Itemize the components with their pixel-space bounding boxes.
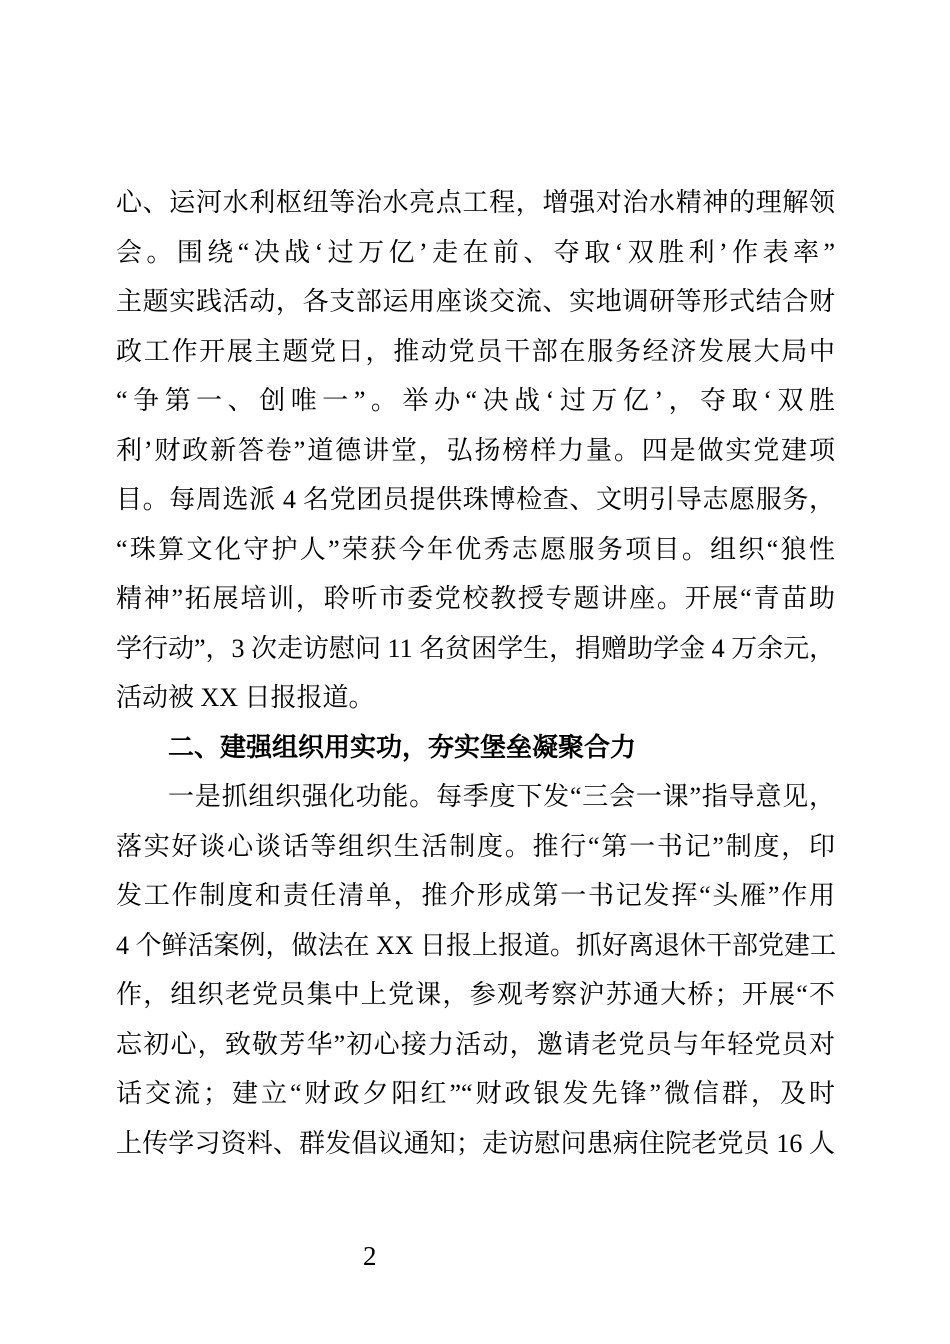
page-number: 2 <box>363 1241 377 1271</box>
text-line: 会。围绕“决战‘过万亿’走在前、夺取‘双胜利’作表率” <box>116 237 835 267</box>
text-line: 一是抓组织强化功能。每季度下发“三会一课”指导意见， <box>168 782 835 811</box>
text-line: 主题实践活动，各支部运用座谈交流、实地调研等形式结合财 <box>116 287 835 316</box>
text-line: 上传学习资料、群发倡议通知；走访慰问患病住院老党员 16 人 <box>116 1128 835 1158</box>
text-line: 活动被 XX 日报报道。 <box>116 683 375 712</box>
text-line: 4 个鲜活案例，做法在 XX 日报上报道。抓好离退休干部党建工 <box>116 930 837 960</box>
section-heading: 二、建强组织用实功，夯实堡垒凝聚合力 <box>168 732 637 762</box>
text-line: “争第一、创唯一”。举办“决战‘过万亿’，夺取‘双胜 <box>116 386 835 415</box>
text-line: 心、运河水利枢纽等治水亮点工程，增强对治水精神的理解领 <box>116 188 835 217</box>
text-line: 作，组织老党员集中上党课，参观考察沪苏通大桥；开展“不 <box>116 980 835 1009</box>
text-line: “珠算文化守护人”荣获今年优秀志愿服务项目。组织“狼性 <box>116 534 835 564</box>
text-line: 目。每周选派 4 名党团员提供珠博检查、文明引导志愿服务， <box>116 485 835 514</box>
text-line: 政工作开展主题党日，推动党员干部在服务经济发展大局中 <box>116 336 835 366</box>
text-line: 忘初心，致敬芳华”初心接力活动，邀请老党员与年轻党员对 <box>116 1029 835 1059</box>
text-line: 发工作制度和责任清单，推介形成第一书记发挥“头雁”作用 <box>116 881 835 910</box>
document-body <box>116 178 835 1168</box>
text-line: 落实好谈心谈话等组织生活制度。推行“第一书记”制度，印 <box>116 831 835 861</box>
text-line: 精神”拓展培训，聆听市委党校教授专题讲座。开展“青苗助 <box>116 584 835 613</box>
text-line: 学行动”，3 次走访慰问 11 名贫困学生，捐赠助学金 4 万余元， <box>116 633 836 663</box>
text-line: 话交流；建立“财政夕阳红”“财政银发先锋”微信群，及时 <box>116 1079 835 1108</box>
text-line: 利’财政新答卷”道德讲堂，弘扬榜样力量。四是做实党建项 <box>116 435 835 465</box>
